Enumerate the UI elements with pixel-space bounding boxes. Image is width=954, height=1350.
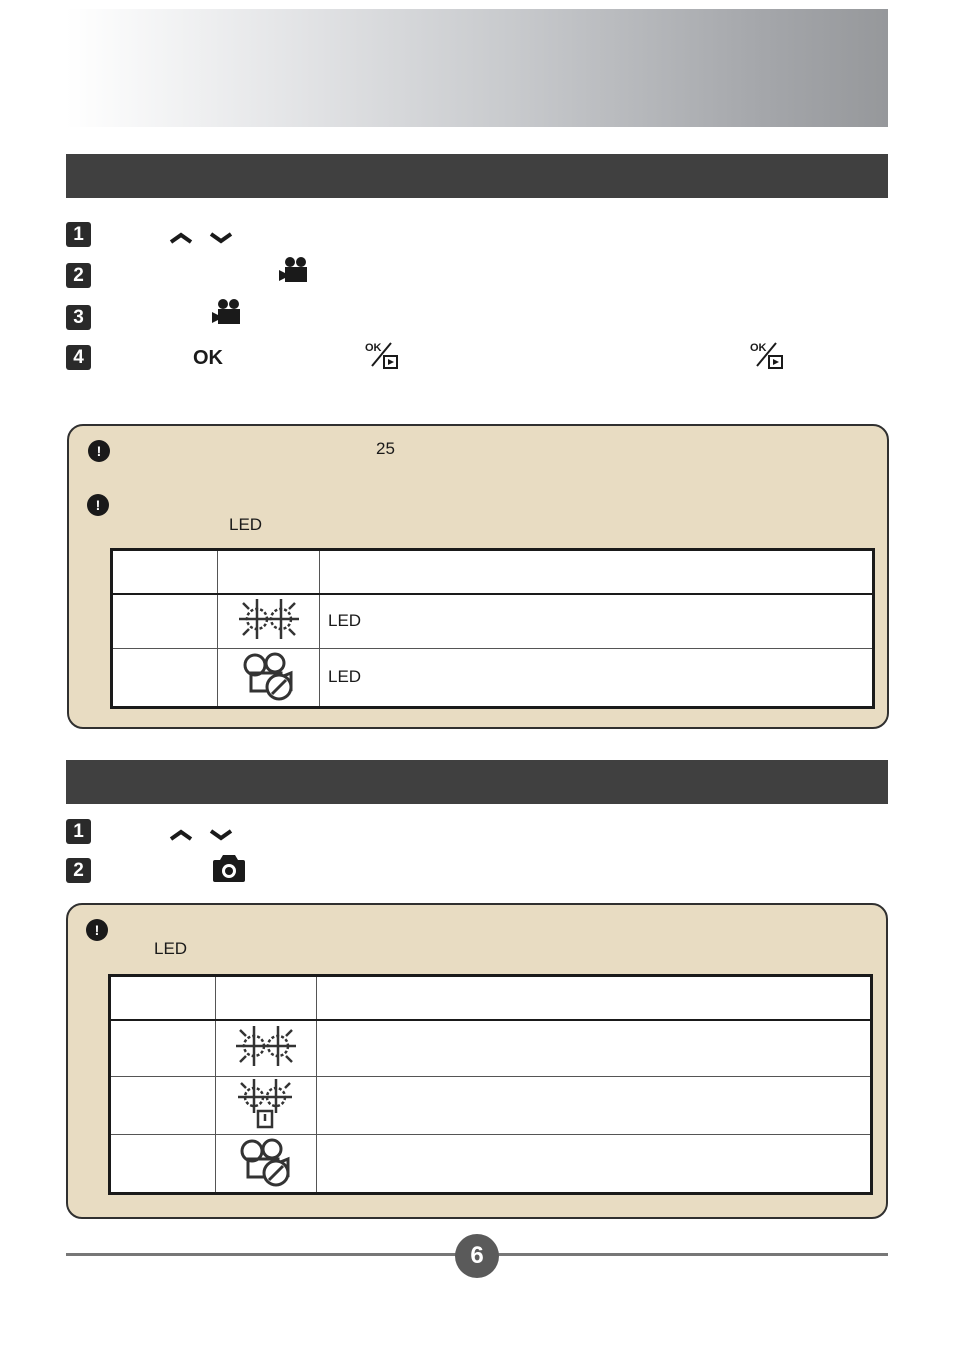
no-record-icon (236, 1135, 296, 1187)
chevron-up-icon (168, 231, 194, 245)
table-header-row (112, 550, 874, 594)
led-on-icon (237, 595, 301, 643)
note-box-video (67, 424, 889, 729)
step-2-badge: 2 (66, 858, 91, 883)
table-row (112, 648, 874, 707)
note-text-led: LED (154, 939, 188, 958)
svg-text:OK: OK (365, 342, 382, 354)
table-cell-desc: LED (320, 648, 874, 707)
exclamation-icon: ! (87, 494, 109, 516)
section-bar-photo (66, 760, 888, 804)
ok-button-label: OK (193, 347, 223, 369)
table-row (112, 594, 874, 649)
step-1-badge: 1 (66, 819, 91, 844)
svg-text:OK: OK (750, 342, 767, 354)
chevron-down-icon (208, 828, 234, 842)
led-blink-icon (236, 1077, 296, 1129)
footer-rule-left (66, 1253, 456, 1256)
movie-camera-icon (212, 298, 242, 326)
exclamation-icon: ! (88, 440, 110, 462)
ok-playback-icon (750, 340, 784, 370)
step-4-badge: 4 (66, 345, 91, 370)
chevron-up-icon (168, 828, 194, 842)
movie-camera-icon (279, 256, 309, 284)
page-number: 6 (455, 1234, 499, 1278)
table-row (110, 1135, 872, 1194)
note-box-photo (66, 903, 888, 1219)
table-row (110, 1077, 872, 1135)
exclamation-icon: ! (86, 919, 108, 941)
ok-playback-icon (365, 340, 399, 370)
step-2-badge: 2 (66, 263, 91, 288)
note-text-2: LED (229, 515, 263, 534)
footer-rule-right (498, 1253, 888, 1256)
table-row (110, 1020, 872, 1077)
section-bar-video (66, 154, 888, 198)
note-text-1: 25 (376, 439, 395, 458)
table-header-row (110, 976, 872, 1020)
table-cell-desc: LED (320, 594, 874, 649)
led-status-table (110, 548, 875, 709)
step-3-badge: 3 (66, 305, 91, 330)
no-record-icon (239, 649, 299, 701)
header-gradient-banner (66, 9, 888, 127)
step-1-badge: 1 (66, 222, 91, 247)
chevron-down-icon (208, 231, 234, 245)
led-on-icon (234, 1022, 298, 1070)
camera-icon (212, 853, 246, 883)
led-status-table (108, 974, 873, 1195)
